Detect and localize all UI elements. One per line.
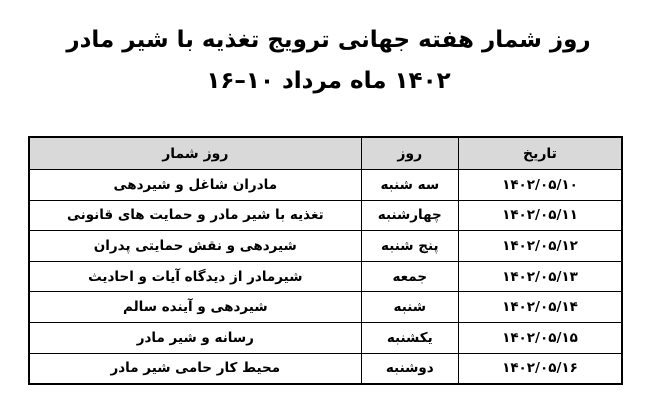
column-header-day: روز [361,137,458,170]
table-row [29,353,622,384]
page-title: روز شمار هفته جهانی ترویج تغذیه با شیر مادر [66,27,591,53]
date-cell: ۱۴۰۲/۰۵/۱۱ [458,200,622,231]
schedule-table [28,136,623,385]
table-row [29,170,622,201]
schedule-cell: تغذیه با شیر مادر و حمایت های قانونی [29,200,361,231]
date-cell: ۱۴۰۲/۰۵/۱۰ [458,170,622,201]
table-header-row [29,137,622,170]
table-row [29,292,622,323]
table-row [29,200,622,231]
day-cell: شنبه [361,292,458,323]
schedule-cell: مادران شاغل و شیردهی [29,170,361,201]
day-cell: چهارشنبه [361,200,458,231]
date-cell: ۱۴۰۲/۰۵/۱۲ [458,231,622,262]
schedule-cell: شیردهی و نقش حمایتی پدران [29,231,361,262]
schedule-cell: رسانه و شیر مادر [29,322,361,353]
subtitle-date-range: ۱۶–۱۰ [206,67,274,94]
schedule-cell: شیرمادر از دیدگاه آیات و احادیث [29,261,361,292]
date-cell: ۱۴۰۲/۰۵/۱۴ [458,292,622,323]
subtitle-year: ۱۴۰۲ [394,67,451,94]
page-subtitle [0,68,657,94]
table-row [29,261,622,292]
subtitle-month-word: ماه [350,67,387,94]
schedule-cell: محیط کار حامی شیر مادر [29,353,361,384]
date-cell: ۱۴۰۲/۰۵/۱۵ [458,322,622,353]
date-cell: ۱۴۰۲/۰۵/۱۳ [458,261,622,292]
day-cell: دوشنبه [361,353,458,384]
day-cell: پنج شنبه [361,231,458,262]
day-cell: جمعه [361,261,458,292]
table-row [29,231,622,262]
column-header-schedule: روز شمار [29,137,361,170]
column-header-date: تاریخ [458,137,622,170]
table-row [29,322,622,353]
day-cell: سه شنبه [361,170,458,201]
schedule-cell: شیردهی و آینده سالم [29,292,361,323]
day-cell: یکشنبه [361,322,458,353]
date-cell: ۱۴۰۲/۰۵/۱۶ [458,353,622,384]
subtitle-month: مرداد [281,67,343,94]
